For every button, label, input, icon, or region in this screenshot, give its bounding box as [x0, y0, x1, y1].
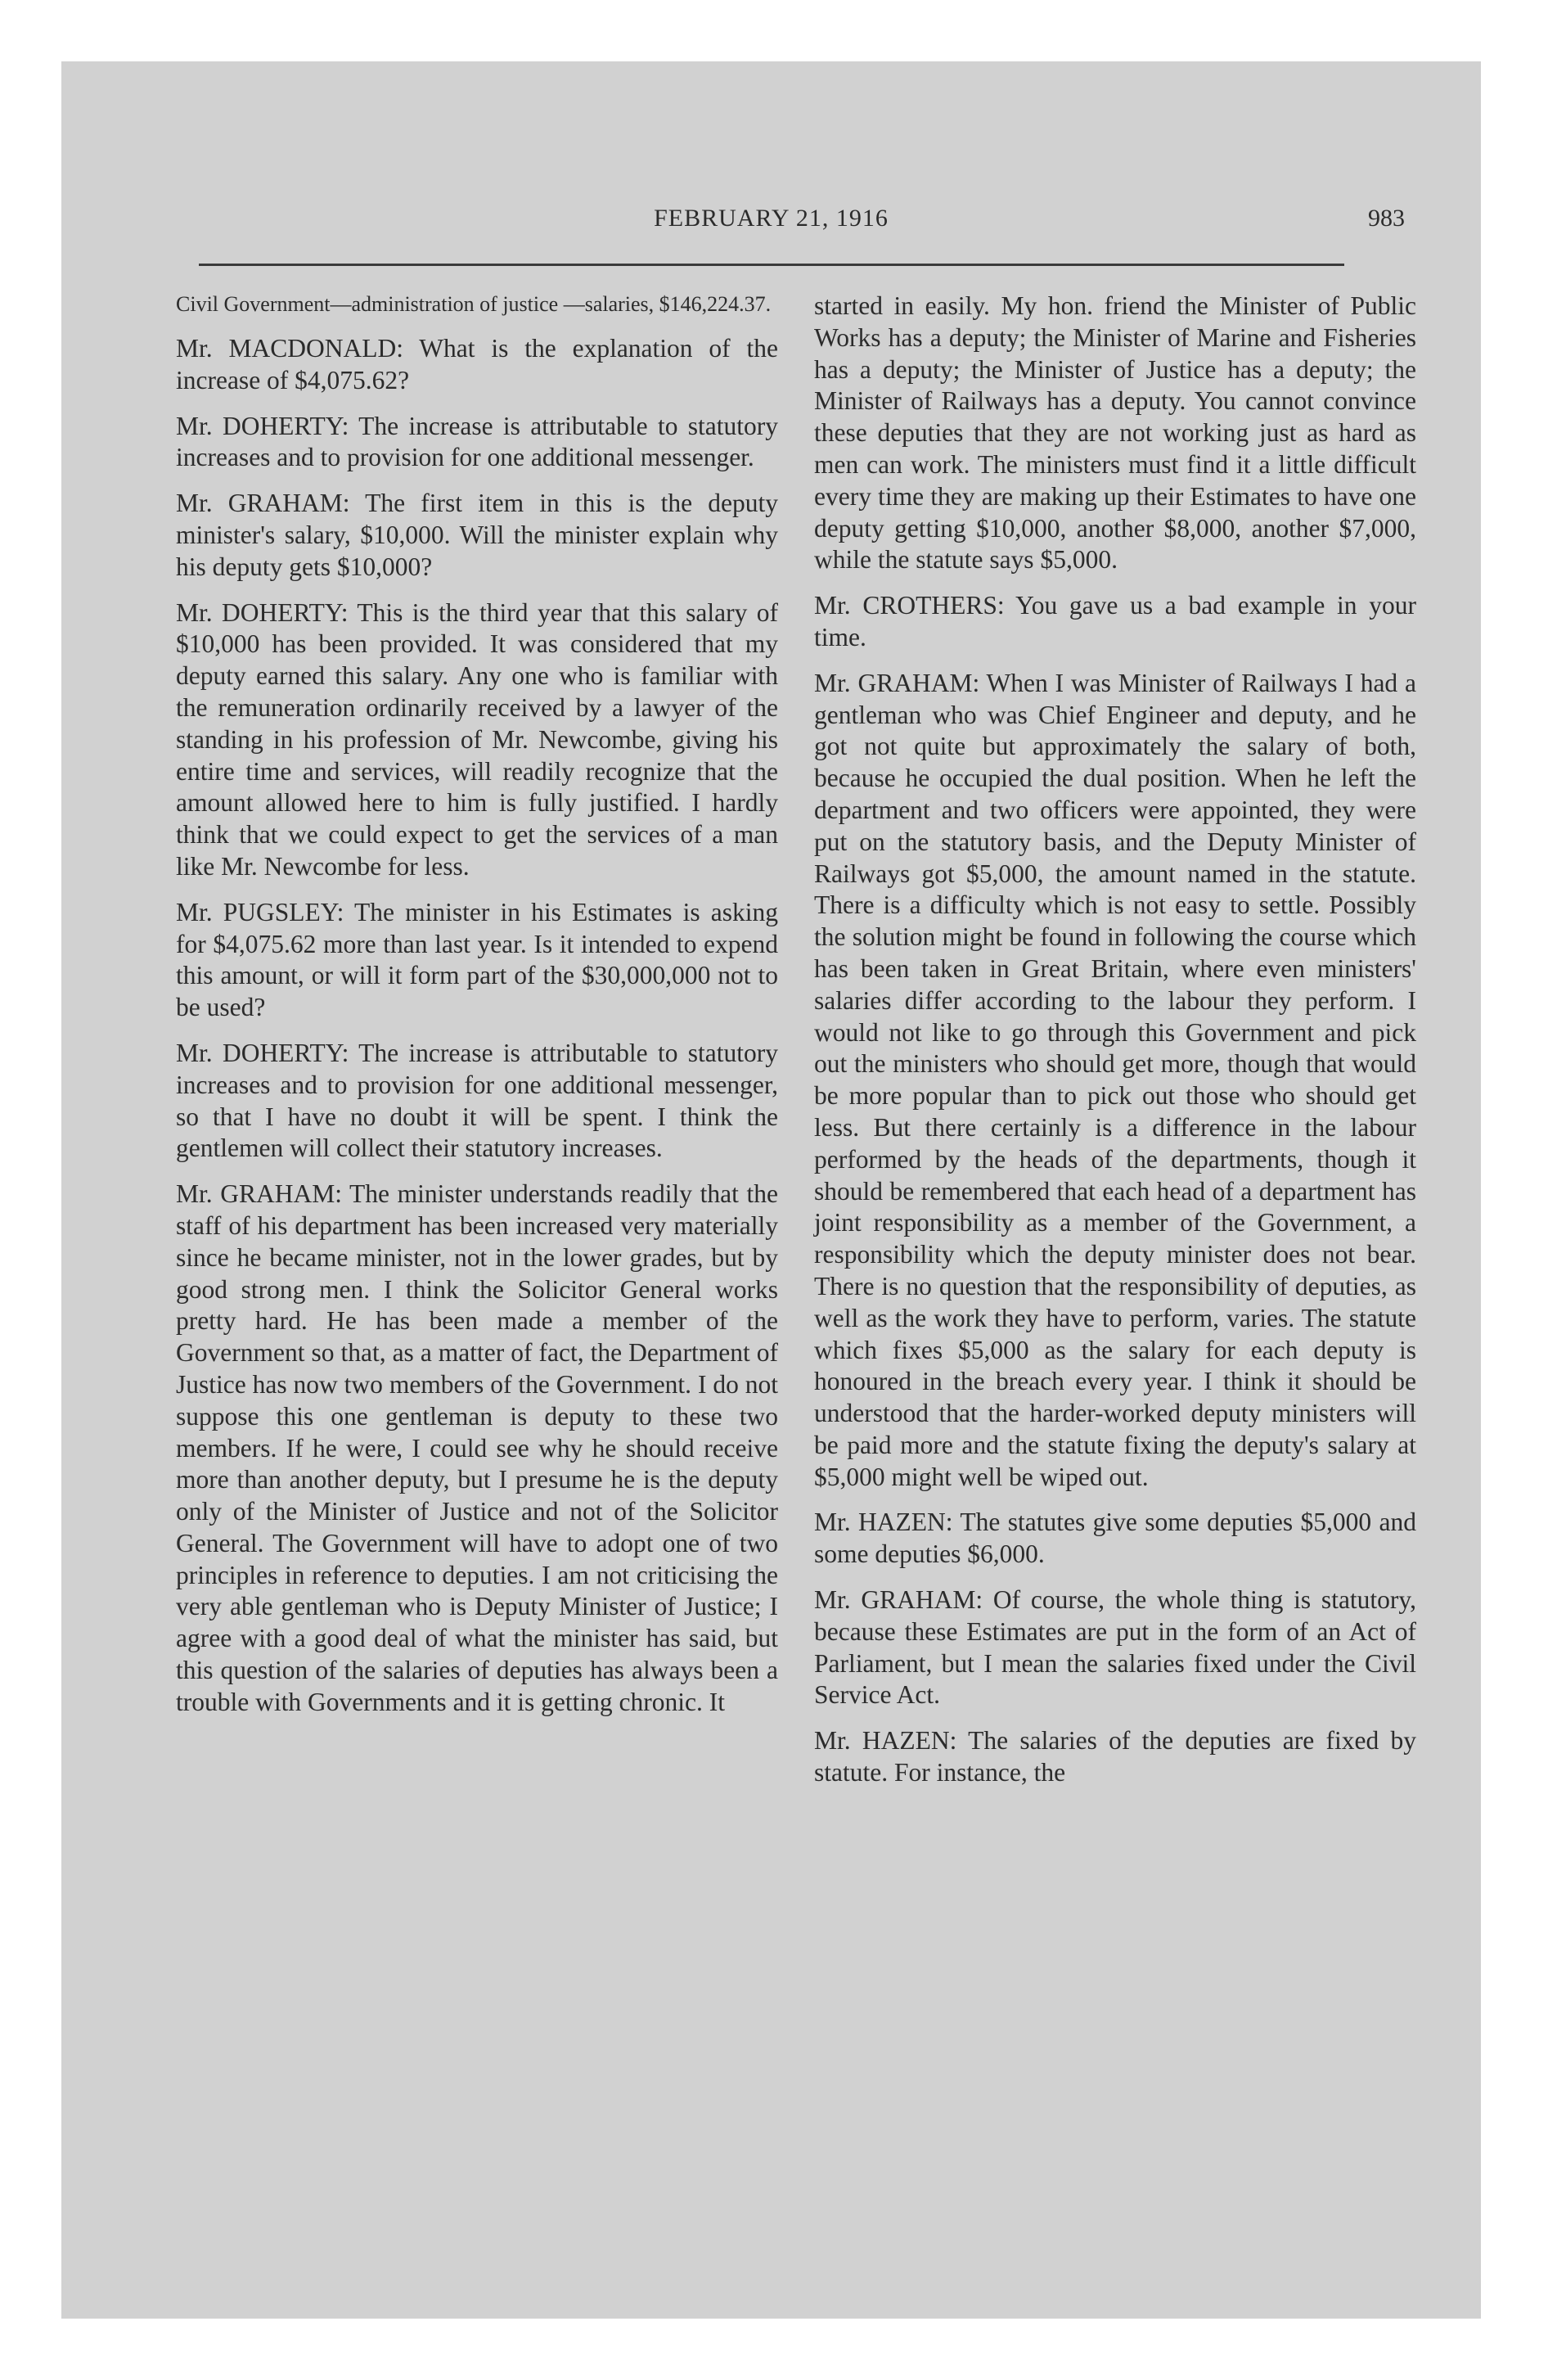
paragraph: Mr. GRAHAM: The minister understands readily that the staff of his department has been increased very materially since he became minister, not in the lower grades, but by good strong men. I think the Solicitor General works pretty hard. He has been made a member of the Government so that, as a matter of fact, the Department of Justice has now two members of the Government. I do not suppose this one gentleman is deputy to these two members. If he were, I could see why he should receive more than another deputy, but I presume he is the deputy only of the Minister of Justice and not of the Solicitor General. The Government will have to adopt one of two principles in reference to deputies. I am not criticising the very able gentleman who is Deputy Minister of Justice; I agree with a good deal of what the minister has said, but this question of the salaries of deputies has always been a trouble with Governments and it is getting chronic. It	[176, 1179, 778, 1716]
left-column	[176, 291, 778, 1733]
header-rule	[199, 264, 1344, 266]
paragraph: Mr. DOHERTY: This is the third year that this salary of $10,000 has been provided. It was considered that my deputy earned this salary. Any one who is familiar with the remuneration ordinarily received by a lawyer of the standing in his profession of Mr. Newcombe, giving his entire time and services, will readily recognize that the amount allowed here to him is fully justified. I hardly think that we could expect to get the services of a man like Mr. Newcombe for less.	[176, 597, 778, 881]
section-caption: Civil Government—administration of justice —salaries, $146,224.37.	[176, 292, 772, 316]
paragraph: Mr. PUGSLEY: The minister in his Estimates is asking for $4,075.62 more than last year. Is it intended to expend this amount, or will it form part of the $30,000,000 not to be used?	[176, 897, 778, 1022]
header-date: FEBRUARY 21, 1916	[654, 205, 889, 232]
page-header	[61, 205, 1481, 246]
scanned-page	[61, 61, 1481, 2319]
paragraph: Mr. HAZEN: The salaries of the deputies are fixed by statute. For instance, the	[814, 1726, 1416, 1787]
page-number: 983	[1368, 205, 1405, 232]
paragraph: Mr. MACDONALD: What is the explanation of the increase of $4,075.62?	[176, 334, 778, 394]
paragraph: started in easily. My hon. friend the Minister of Public Works has a deputy; the Minister of Marine and Fisheries has a deputy; the Minister of Justice has a deputy; the Minister of Railways has a deputy. You cannot convince these deputies that they are not working just as hard as men can work. The ministers must find it a little difficult every time they are making up their Estimates to have one deputy getting $10,000, another $8,000, another $7,000, while the statute says $5,000.	[814, 291, 1416, 575]
paragraph: Mr. GRAHAM: The first item in this is the deputy minister's salary, $10,000. Will the minister explain why his deputy gets $10,000?	[176, 489, 778, 581]
paragraph: Mr. GRAHAM: When I was Minister of Railways I had a gentleman who was Chief Engineer and deputy, and he got not quite but approximately the salary of both, because he occupied the dual position. When he left the department and two officers were appointed, they were put on the statutory basis, and the Deputy Minister of Railways got $5,000, the amount named in the statute. There is a difficulty which is not easy to settle. Possibly the solution might be found in following the course which has been taken in Great Britain, where even ministers' salaries differ according to the labour they perform. I would not like to go through this Government and pick out the ministers who should get more, though that would be more popular than to pick out those who should get less. But there certainly is a difference in the labour performed by the heads of the departments, though it should be remembered that each head of a department has joint responsibility as a member of the Government, a responsibility which the deputy minister does not bear. There is no question that the responsibility of deputies, as well as the work they have to perform, varies. The statute which fixes $5,000 as the salary for each deputy is honoured in the breach every year. I think it should be understood that the harder-worked deputy ministers will be paid more and the statute fixing the deputy's salary at $5,000 might well be wiped out.	[814, 668, 1416, 1491]
paragraph: Mr. DOHERTY: The increase is attributable to statutory increases and to provision for one additional messenger.	[176, 411, 778, 472]
paragraph: Mr. GRAHAM: Of course, the whole thing is statutory, because these Estimates are put in the form of an Act of Parliament, but I mean the salaries fixed under the Civil Service Act.	[814, 1585, 1416, 1710]
paragraph: Mr. HAZEN: The statutes give some deputies $5,000 and some deputies $6,000.	[814, 1508, 1416, 1569]
paragraph: Mr. DOHERTY: The increase is attributable to statutory increases and to provision for one additional messenger, so that I have no doubt it will be spent. I think the gentlemen will collect their statutory increases.	[176, 1038, 778, 1163]
paragraph: Mr. CROTHERS: You gave us a bad example in your time.	[814, 591, 1416, 651]
right-column	[814, 291, 1416, 1803]
